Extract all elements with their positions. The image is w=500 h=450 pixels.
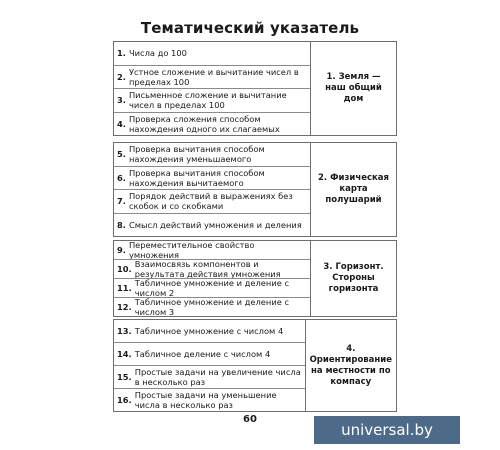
exercise-row <box>114 66 310 90</box>
topic-group-4 <box>113 319 397 412</box>
exercise-text: Переместительное свойство умножения <box>128 241 255 260</box>
watermark: universal.by <box>314 416 460 444</box>
exercise-row <box>114 260 310 279</box>
exercise-row <box>114 279 310 298</box>
topic-group-2 <box>113 142 397 237</box>
exercise-number: 9. <box>117 245 126 255</box>
exercise-number: 2. <box>117 71 126 82</box>
exercise-row <box>114 343 305 366</box>
topic-group-1 <box>113 41 397 136</box>
exercise-row <box>114 113 310 136</box>
exercise-text: Простые задачи на уменьшение числа в несколько раз <box>134 390 277 410</box>
exercise-number: 15. <box>117 372 132 382</box>
exercise-text: Порядок действий в выражениях без скобок и со скобками <box>128 191 293 212</box>
exercise-text: Взаимосвязь компонентов и результата действия умножения <box>134 260 281 279</box>
exercise-list <box>114 241 311 316</box>
exercise-list <box>114 42 311 135</box>
page-number: 60 <box>243 414 257 425</box>
exercise-row <box>114 214 310 237</box>
topic-label: 2. Физическая карта полушарий <box>318 173 389 205</box>
page-title: Тематический указатель <box>140 19 360 37</box>
exercise-text: Табличное умножение и деление с числом 2 <box>134 279 290 298</box>
exercise-row <box>114 366 305 389</box>
exercise-list <box>114 143 311 236</box>
exercise-text: Проверка вычитания способом нахождения уменьшаемого <box>128 144 265 165</box>
topic-label: 4. Ориентирование на местности по компасу <box>309 343 392 387</box>
exercise-text: Смысл действий умножения и деления <box>128 219 302 230</box>
topic-group-3 <box>113 240 397 317</box>
exercise-number: 13. <box>117 326 132 336</box>
exercise-number: 14. <box>117 349 132 359</box>
exercise-text: Табличное умножение с числом 4 <box>134 326 284 336</box>
exercise-number: 10. <box>117 264 132 274</box>
exercise-number: 6. <box>117 172 126 183</box>
topic-label: 1. Земля — наш общий дом <box>325 72 382 104</box>
exercise-number: 16. <box>117 395 132 405</box>
exercise-text: Табличное деление с числом 4 <box>134 349 271 359</box>
exercise-text: Письменное сложение и вычитание чисел в пределах 100 <box>128 90 287 111</box>
exercise-row <box>114 389 305 411</box>
topic-label: 3. Горизонт. Стороны горизонта <box>323 262 384 294</box>
exercise-number: 4. <box>117 118 126 129</box>
exercise-text: Числа до 100 <box>128 48 187 59</box>
exercise-number: 11. <box>117 283 132 293</box>
exercise-row <box>114 42 310 66</box>
exercise-number: 7. <box>117 196 126 207</box>
exercise-row <box>114 167 310 191</box>
exercise-row <box>114 241 310 260</box>
exercise-number: 5. <box>117 149 126 160</box>
exercise-list <box>114 320 306 411</box>
exercise-number: 8. <box>117 219 126 230</box>
exercise-row <box>114 298 310 316</box>
exercise-text: Проверка сложения способом нахождения одного их слагаемых <box>128 113 280 134</box>
exercise-text: Простые задачи на увеличение числа в несколько раз <box>134 367 301 387</box>
exercise-row <box>114 190 310 214</box>
exercise-number: 1. <box>117 48 126 59</box>
exercise-row <box>114 143 310 167</box>
exercise-row <box>114 320 305 343</box>
exercise-text: Проверка вычитания способом нахождения вычитаемого <box>128 167 265 188</box>
exercise-text: Табличное умножение и деление с числом 3 <box>134 298 290 316</box>
exercise-row <box>114 89 310 113</box>
exercise-text: Устное сложение и вычитание чисел в пределах 100 <box>128 66 299 87</box>
exercise-number: 12. <box>117 302 132 312</box>
exercise-number: 3. <box>117 95 126 106</box>
